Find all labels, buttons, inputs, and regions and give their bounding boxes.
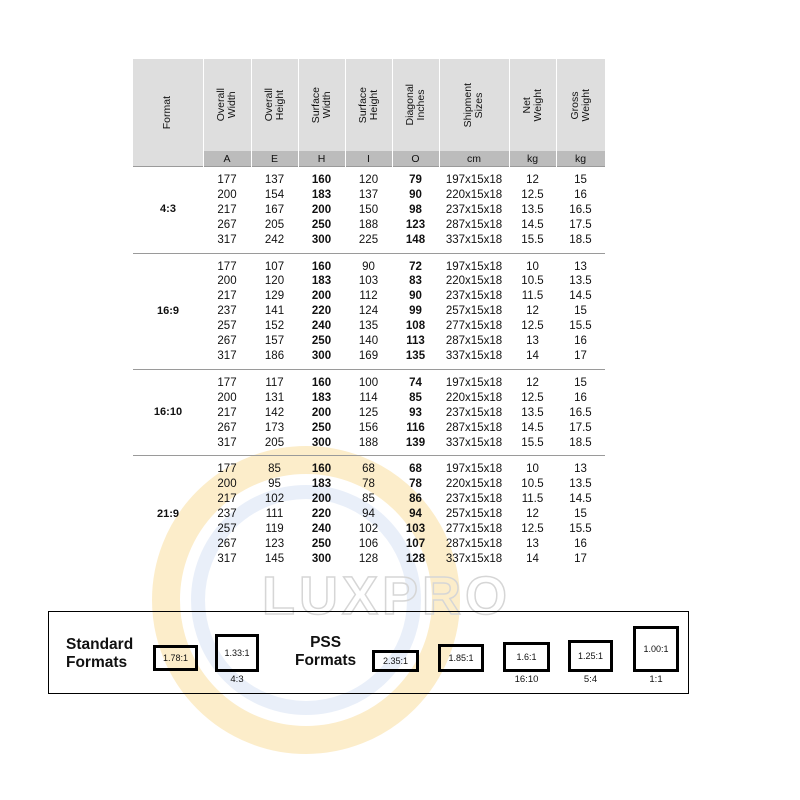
table-cell: 337x15x18 (445, 349, 503, 362)
table-cell: 117 (265, 376, 284, 389)
table-cell: 85 (362, 493, 375, 506)
table-cell: 18.5 (569, 233, 592, 246)
table-cell: 200 (217, 275, 237, 288)
value-column (298, 456, 345, 572)
table-cell: 150 (358, 203, 379, 216)
format-box-1331: 1.33:1 (215, 634, 259, 672)
unit-surface_height: I (345, 151, 392, 167)
table-cell: 74 (409, 376, 422, 389)
table-cell: 217 (217, 406, 237, 419)
table-cell: 317 (217, 552, 237, 565)
table-cell: 300 (311, 233, 332, 246)
table-cell: 93 (409, 406, 422, 419)
table-cell: 197x15x18 (445, 260, 503, 273)
table-cell: 72 (409, 260, 422, 273)
table-cell: 183 (311, 391, 332, 404)
format-label: 16:10 (133, 369, 203, 456)
table-cell: 90 (362, 260, 375, 273)
table-cell: 15.5 (521, 436, 544, 449)
table-cell: 116 (406, 421, 425, 434)
table-cell: 257 (217, 523, 237, 536)
format-box-1781: 1.78:1 (153, 645, 198, 671)
table-cell: 200 (311, 493, 332, 506)
table-cell: 14.5 (521, 421, 544, 434)
value-column (392, 456, 439, 572)
table-cell: 13 (574, 260, 587, 273)
table-cell: 12.5 (521, 320, 544, 333)
table-cell: 160 (311, 463, 332, 476)
format-label: 16:9 (133, 253, 203, 369)
table-cell: 135 (405, 349, 426, 362)
table-cell: 220 (311, 508, 332, 521)
table-cell: 14 (526, 552, 539, 565)
table-cell: 15.5 (569, 320, 592, 333)
table-cell: 129 (264, 290, 285, 303)
value-column (203, 253, 251, 369)
table-cell: 17.5 (569, 218, 592, 231)
format-group-row (133, 253, 605, 369)
table-cell: 217 (217, 493, 237, 506)
value-column (509, 167, 556, 254)
value-column (345, 167, 392, 254)
table-cell: 131 (264, 391, 285, 404)
table-cell: 267 (217, 537, 237, 550)
value-column (203, 456, 251, 572)
table-cell: 237 (217, 508, 237, 521)
table-cell: 108 (405, 320, 426, 333)
table-cell: 142 (264, 406, 285, 419)
format-box-1001: 1.00:1 (633, 626, 679, 672)
table-cell: 287x15x18 (445, 218, 503, 231)
format-box-2351: 2.35:1 (372, 650, 419, 672)
table-cell: 200 (217, 478, 237, 491)
table-cell: 157 (264, 335, 285, 348)
table-cell: 68 (409, 463, 422, 476)
table-cell: 217 (217, 290, 237, 303)
table-cell: 14.5 (569, 290, 592, 303)
table-cell: 300 (311, 436, 332, 449)
table-cell: 200 (217, 391, 237, 404)
header-label: Format (161, 95, 174, 130)
unit-shipment: cm (439, 151, 509, 167)
header-label: Surface Width (309, 86, 333, 124)
table-cell: 13.5 (521, 406, 544, 419)
table-cell: 237x15x18 (445, 290, 503, 303)
table-cell: 90 (409, 290, 422, 303)
table-cell: 85 (268, 463, 281, 476)
watermark-text: LUXPRO (262, 566, 512, 626)
value-column (251, 369, 298, 456)
table-cell: 107 (405, 537, 426, 550)
table-cell: 145 (264, 552, 285, 565)
table-cell: 200 (311, 203, 332, 216)
table-cell: 90 (409, 188, 422, 201)
value-column (203, 167, 251, 254)
table-cell: 250 (311, 335, 332, 348)
table-cell: 114 (359, 391, 378, 404)
format-box-1851: 1.85:1 (438, 644, 484, 672)
table-cell: 250 (311, 218, 332, 231)
table-cell: 120 (264, 275, 285, 288)
table-cell: 183 (311, 188, 332, 201)
table-cell: 225 (358, 233, 379, 246)
header-label: Overall Width (215, 88, 238, 122)
unit-overall_height: E (251, 151, 298, 167)
unit-surface_width: H (298, 151, 345, 167)
header-diagonal (392, 59, 439, 151)
table-cell: 113 (406, 335, 425, 348)
unit-diagonal: O (392, 151, 439, 167)
value-column (251, 456, 298, 572)
value-column (392, 369, 439, 456)
table-cell: 15.5 (569, 523, 592, 536)
unit-gross_weight: kg (556, 151, 605, 167)
table-cell: 119 (265, 523, 284, 536)
table-cell: 152 (264, 320, 285, 333)
specification-table (133, 59, 606, 572)
table-cell: 177 (217, 376, 237, 389)
table-cell: 177 (217, 260, 237, 273)
table-cell: 300 (311, 552, 332, 565)
table-cell: 154 (264, 188, 285, 201)
table-cell: 15 (574, 174, 587, 186)
table-cell: 160 (311, 174, 332, 186)
table-cell: 102 (264, 493, 285, 506)
table-cell: 160 (311, 376, 332, 389)
format-group-row (133, 456, 605, 572)
table-cell: 237x15x18 (445, 203, 503, 216)
table-cell: 107 (264, 260, 285, 273)
value-column (509, 253, 556, 369)
table-cell: 85 (409, 391, 422, 404)
table-cell: 13.5 (521, 203, 544, 216)
table-cell: 167 (264, 203, 285, 216)
value-column (439, 167, 509, 254)
value-column (392, 253, 439, 369)
table-cell: 16 (574, 188, 587, 201)
pss-formats-title: PSS Formats (295, 634, 357, 669)
table-cell: 137 (264, 174, 285, 186)
table-cell: 123 (405, 218, 426, 231)
table-cell: 10.5 (521, 275, 544, 288)
format-group-row (133, 167, 605, 254)
table-cell: 13.5 (569, 478, 592, 491)
table-cell: 10 (526, 260, 539, 273)
table-cell: 205 (264, 436, 285, 449)
value-column (298, 167, 345, 254)
table-cell: 120 (358, 174, 379, 186)
table-cell: 267 (217, 218, 237, 231)
value-column (439, 456, 509, 572)
table-cell: 18.5 (569, 436, 592, 449)
value-column (298, 369, 345, 456)
table-cell: 78 (409, 478, 422, 491)
table-cell: 240 (311, 320, 332, 333)
format-label: 4:3 (133, 167, 203, 254)
table-cell: 10.5 (521, 478, 544, 491)
value-column (345, 456, 392, 572)
table-cell: 15 (574, 376, 587, 389)
table-cell: 220 (311, 305, 332, 318)
header-row (133, 59, 605, 151)
table-cell: 317 (217, 233, 237, 246)
table-cell: 12.5 (521, 188, 544, 201)
header-label: Diagonal Inches (403, 84, 427, 126)
unit-net_weight: kg (509, 151, 556, 167)
header-shipment (439, 59, 509, 151)
table-cell: 267 (217, 421, 237, 434)
table-cell: 250 (311, 537, 332, 550)
table-cell: 237 (217, 305, 237, 318)
table-cell: 17.5 (569, 421, 592, 434)
value-column (556, 369, 605, 456)
table-cell: 103 (405, 523, 426, 536)
header-net_weight (509, 59, 556, 151)
standard-formats-title: Standard Formats (66, 636, 134, 671)
table-cell: 94 (362, 508, 375, 521)
header-label: Overall Height (262, 88, 286, 122)
table-cell: 16 (574, 335, 587, 348)
table-cell: 257 (217, 320, 237, 333)
table-cell: 139 (405, 436, 426, 449)
table-cell: 11.5 (521, 290, 544, 303)
table-cell: 123 (264, 537, 285, 550)
header-gross_weight (556, 59, 605, 151)
table-cell: 183 (311, 275, 332, 288)
header-surface_height (345, 59, 392, 151)
table-cell: 300 (311, 349, 332, 362)
header-label: Gross Weight (568, 88, 592, 122)
table-cell: 277x15x18 (445, 320, 503, 333)
table-cell: 173 (264, 421, 285, 434)
table-cell: 137 (358, 188, 379, 201)
table-cell: 16.5 (569, 203, 592, 216)
value-column (345, 369, 392, 456)
table-cell: 15 (574, 508, 587, 521)
format-caption: 1:1 (649, 674, 663, 685)
table-cell: 141 (264, 305, 285, 318)
value-column (556, 167, 605, 254)
table-cell: 188 (358, 218, 379, 231)
value-column (251, 167, 298, 254)
value-column (509, 456, 556, 572)
table-cell: 177 (217, 174, 237, 186)
table-cell: 16.5 (569, 406, 592, 419)
table-cell: 287x15x18 (445, 335, 503, 348)
table-cell: 98 (409, 203, 422, 216)
format-caption: 4:3 (230, 674, 244, 685)
table-cell: 240 (311, 523, 332, 536)
table-cell: 111 (265, 508, 284, 521)
table-cell: 237x15x18 (445, 493, 503, 506)
table-cell: 14.5 (569, 493, 592, 506)
table-cell: 242 (264, 233, 285, 246)
table-cell: 250 (311, 421, 332, 434)
header-label: Surface Height (356, 86, 380, 124)
value-column (556, 253, 605, 369)
table-cell: 124 (358, 305, 379, 318)
table-cell: 186 (264, 349, 285, 362)
table-cell: 237x15x18 (445, 406, 503, 419)
table-cell: 183 (311, 478, 332, 491)
format-box-161: 1.6:1 (503, 642, 550, 672)
value-column (203, 369, 251, 456)
table-cell: 287x15x18 (445, 537, 503, 550)
table-cell: 177 (217, 463, 237, 476)
unit-overall_width: A (203, 151, 251, 167)
table-cell: 337x15x18 (445, 552, 503, 565)
header-label: Net Weight (520, 88, 544, 122)
table-cell: 16 (574, 391, 587, 404)
table-cell: 94 (409, 508, 422, 521)
table-cell: 100 (358, 376, 379, 389)
value-column (392, 167, 439, 254)
table-cell: 16 (574, 537, 587, 550)
table-cell: 287x15x18 (445, 421, 503, 434)
table-cell: 10 (526, 463, 539, 476)
table-cell: 78 (362, 478, 375, 491)
format-caption: 16:10 (514, 674, 539, 685)
table-cell: 95 (268, 478, 281, 491)
table-cell: 12 (526, 305, 539, 318)
table-cell: 337x15x18 (445, 233, 503, 246)
table-cell: 317 (217, 436, 237, 449)
table-cell: 17 (574, 552, 587, 565)
table-cell: 188 (358, 436, 379, 449)
table-cell: 86 (409, 493, 422, 506)
table-cell: 220x15x18 (445, 391, 503, 404)
format-label: 21:9 (133, 456, 203, 572)
table-cell: 11.5 (521, 493, 544, 506)
table-cell: 79 (409, 174, 422, 186)
table-cell: 257x15x18 (445, 305, 503, 318)
table-cell: 12.5 (521, 523, 544, 536)
table-cell: 13 (526, 335, 539, 348)
table-cell: 200 (217, 188, 237, 201)
table-cell: 217 (217, 203, 237, 216)
table-cell: 128 (405, 552, 426, 565)
table-cell: 197x15x18 (445, 174, 503, 186)
table-cell: 83 (409, 275, 422, 288)
header-label: Shipment Sizes (462, 82, 485, 128)
table-cell: 12.5 (521, 391, 544, 404)
table-cell: 17 (574, 349, 587, 362)
table-cell: 140 (358, 335, 379, 348)
table-cell: 257x15x18 (445, 508, 503, 521)
header-overall_height (251, 59, 298, 151)
table-cell: 160 (311, 260, 332, 273)
value-column (509, 369, 556, 456)
table-cell: 197x15x18 (445, 463, 503, 476)
table-cell: 102 (358, 523, 379, 536)
table-cell: 267 (217, 335, 237, 348)
table-cell: 220x15x18 (445, 275, 503, 288)
table-cell: 220x15x18 (445, 478, 503, 491)
table-cell: 125 (358, 406, 379, 419)
value-column (345, 253, 392, 369)
table-cell: 112 (359, 290, 378, 303)
table-cell: 128 (358, 552, 379, 565)
header-surface_width (298, 59, 345, 151)
table-cell: 200 (311, 290, 332, 303)
table-cell: 156 (358, 421, 379, 434)
format-box-1251: 1.25:1 (568, 640, 613, 672)
table-cell: 99 (409, 305, 422, 318)
table-cell: 200 (311, 406, 332, 419)
table-cell: 15.5 (521, 233, 544, 246)
value-column (439, 253, 509, 369)
formats-legend (48, 611, 689, 694)
value-column (251, 253, 298, 369)
table-cell: 68 (362, 463, 375, 476)
value-column (439, 369, 509, 456)
table-cell: 14 (526, 349, 539, 362)
table-cell: 317 (217, 349, 237, 362)
table-cell: 103 (358, 275, 379, 288)
unit-row (133, 151, 605, 167)
value-column (556, 456, 605, 572)
table-cell: 12 (526, 508, 539, 521)
table-cell: 12 (526, 174, 539, 186)
table-cell: 14.5 (521, 218, 544, 231)
format-caption: 5:4 (583, 674, 598, 685)
table-cell: 205 (264, 218, 285, 231)
table-cell: 148 (405, 233, 426, 246)
table-cell: 13.5 (569, 275, 592, 288)
table-cell: 135 (358, 320, 379, 333)
table-cell: 12 (526, 376, 539, 389)
table-cell: 337x15x18 (445, 436, 503, 449)
table-cell: 169 (358, 349, 379, 362)
table-cell: 106 (358, 537, 379, 550)
table-cell: 197x15x18 (445, 376, 503, 389)
table-cell: 277x15x18 (445, 523, 503, 536)
format-group-row (133, 369, 605, 456)
header-format (133, 59, 203, 167)
table-cell: 15 (574, 305, 587, 318)
table-cell: 220x15x18 (445, 188, 503, 201)
header-overall_width (203, 59, 251, 151)
value-column (298, 253, 345, 369)
table-cell: 13 (526, 537, 539, 550)
table-cell: 13 (574, 463, 587, 476)
